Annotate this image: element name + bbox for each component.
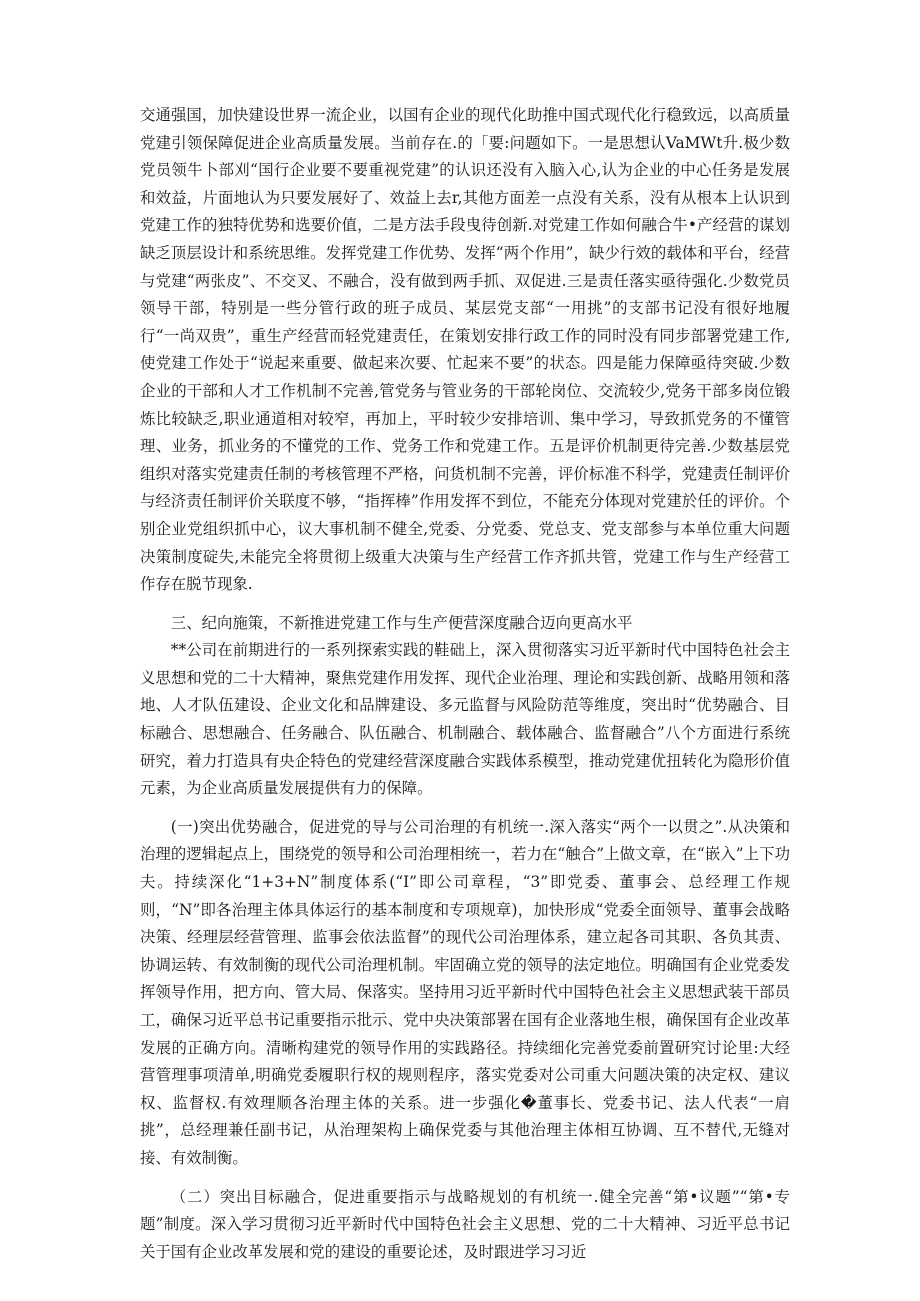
body-paragraph-intro: **公司在前期进行的一系列探索实践的鞋础上，深入贯彻落实习近平新时代中国特色社会主义思想和党的二十大精神，聚焦党建作用发挥、现代企业治理、理论和实践创新、战略用领和落地、人才队伍建设、企业文化和品牌建设、多元监督与风险防范等维度，突出时“优势融合、目标融合、思想融合、任务融合、队伍融合、机制融合、载体融合、监督融合”八个方面进行系统研究，着力打造具有央企特色的党建经营深度融合实践体系模型，推动党建优扭转化为隐形价值元素，为企业高质量发展提供有力的保障。 — [140, 641, 790, 798]
body-paragraph-problems: 交通强国，加快建设世界一流企业，以国有企业的现代化助推中国式现代化行稳致远，以高质量党建引领保障促进企业高质量发展。当前存在.的「要:问题如下。一是思想认VaMWt升.极少数党员领牛卜部刈“国行企业要不要重视党建”的认识还没有入脑入心,认为企业的中心任务是发展和效益，片面地认为只要发展好了、效益上去r,其他方面差一点没有关系，没有从根本上认识到党建工作的独特优势和选要价值，二是方法手段曳待创新.对党建工作如何融合牛•产经营的谋划缺乏顶层设计和系统思维。发挥党建工作优势、发挥“两个作用”，缺少行效的载体和平台，经营与党建“两张皮”、不交叉、不融合，没有做到两手抓、双促进.三是责任落实亟待强化.少数党员领导干部，特别是一些分管行政的班子成员、某层党支部“一用挑”的支部书记没有很好地履行“一尚双贵”，重生产经营而轻党建责任，在策划安排行政工作的同时没有同步部署党建工作,使党建工作处于“说起来重要、做起来次要、忙起来不要”的状态。四是能力保障亟待突破.少数企业的干部和人才工作机制不完善,管党务与管业务的干部轮岗位、交流较少,党务干部多岗位锻炼比较缺乏,职业通道相对较窄，再加上，平时较少安排培训、集中学习，导致抓党务的不懂管理、业务，抓业务的不懂党的工作、党务工作和党建工作。五是评价机制更待完善.少数基层党组织对落实党建责任制的考核管理不严格，问货机制不完善，评价标准不科学，党建责任制评价与经济责任制评价关联度不够，“指挥棒”作用发挥不到位，不能充分体现对党建於任的评价。个别企业党组织抓中心，议大事机制不健全,党委、分党委、党总支、党支部参与本单位重大问题决策制度碇失,未能完全将贯彻上级重大决策与生产经营工作齐抓共管，党建工作与生产经营工作存在脱节现象. — [140, 106, 790, 594]
subsection-two: （二）突出目标融合，促进重要指示与战略规划的有机统一.健全完善“第•议题”“第•专题”制度。深入学习贯彻习近平新时代中国特色社会主义思想、党的二十大精神、习近平总书记关于国有企业改革发展和党的建设的重要论述，及时跟进学习习近 — [140, 1187, 790, 1261]
document-page — [140, 102, 790, 1266]
section-heading-three: 三、纪向施策，不新推进党建工作与生产便营深度融合迈向更高水平 — [170, 613, 633, 632]
subsection-one: (一)突出优势融合，促进党的导与公司治理的有机统一.深入落实“两个一以贯之”.从决策和治理的逻辑起点上，围绕党的领导和公司治理相统一，若力在“触合”上做文章，在“嵌入”上下功夫。持续深化“1+3+N”制度体系(“I”即公司章程，“3”即党委、董事会、总经理工作规则，“N”即各治理主体具体运行的基本制度和专项规章)，加快形成“党委全面领导、董事会战略决策、经理层经营管理、监事会依法监督”的现代公司治理体系，建立起各司其职、各负其责、协调运转、有效制衡的现代公司治理机制。牢固确立党的领导的法定地位。明确国有企业党委发挥领导作用，把方向、管大局、保落实。坚持用习近平新时代中国特色社会主义思想武装干部员工，确保习近平总书记重要指示批示、党中央决策部署在国有企业落地生根，确保国有企业改革发展的正确方向。清晰构建党的领导作用的实践路径。持续细化完善党委前置研究讨论里:大经营管理事项清单,明确党委履职行权的规则程序，落实党委对公司重大问题决策的决定权、建议权、监督权.有效理顺各治理主体的关系。进一步强化�董事长、党委书记、法人代表“一肩挑”，总经理兼任副书记，从治理架构上确保党委与其他治理主体相互协调、互不替代,无缝对接、有效制衡。 — [140, 817, 790, 1167]
